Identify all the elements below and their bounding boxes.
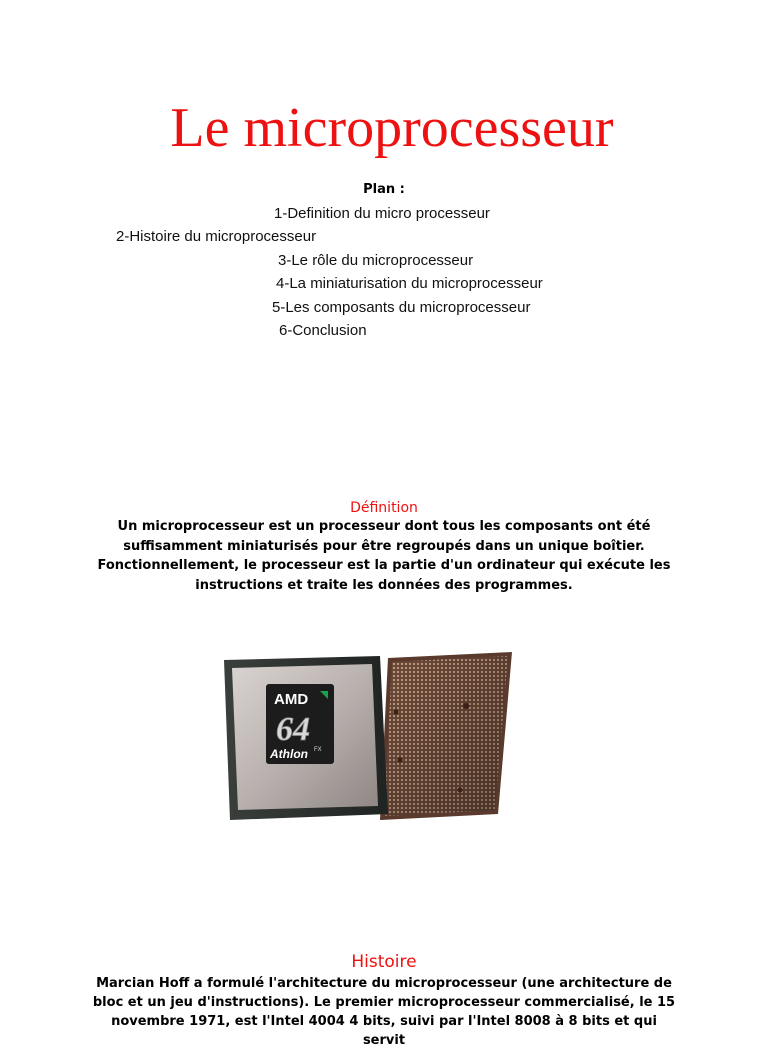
- logo-number: 64: [276, 711, 310, 748]
- plan-item-4: 4-La miniaturisation du microprocesseur: [276, 275, 543, 292]
- plan-item-5: 5-Les composants du microprocesseur: [272, 299, 531, 316]
- document-title: Le microprocesseur: [170, 97, 614, 159]
- logo-brand: AMD: [274, 691, 309, 708]
- definition-heading: Définition: [350, 500, 418, 516]
- plan-label: Plan :: [363, 182, 405, 197]
- histoire-paragraph: Marcian Hoff a formulé l'architecture du microprocesseur (une architecture de bloc et un jeu d'instructions). Le premier microprocesseur commercialisé, le 15 novembre 1971, est l'Intel 4004 4 bits, suivi par l'Intel 8008 à 8 bits et qui servit: [92, 976, 676, 1048]
- chip-pin-side: [380, 652, 512, 820]
- chip-top-side: [224, 656, 388, 820]
- plan-item-1: 1-Definition du micro processeur: [274, 205, 490, 222]
- processor-image: [220, 650, 520, 822]
- definition-paragraph: Un microprocesseur est un processeur dont tous les composants ont été suffisamment miniaturisés pour être regroupés dans un unique boîtier. Fonctionnellement, le processeur est la partie d'un ordinateur qui exécute les instructions et traite les données des programmes.: [97, 519, 671, 593]
- plan-item-2: 2-Histoire du microprocesseur: [116, 228, 317, 245]
- histoire-heading: Histoire: [351, 952, 417, 972]
- logo-product: Athlon: [270, 747, 308, 761]
- plan-item-6: 6-Conclusion: [279, 322, 367, 339]
- plan-item-3: 3-Le rôle du microprocesseur: [278, 252, 474, 269]
- logo-suffix: FX: [314, 747, 322, 753]
